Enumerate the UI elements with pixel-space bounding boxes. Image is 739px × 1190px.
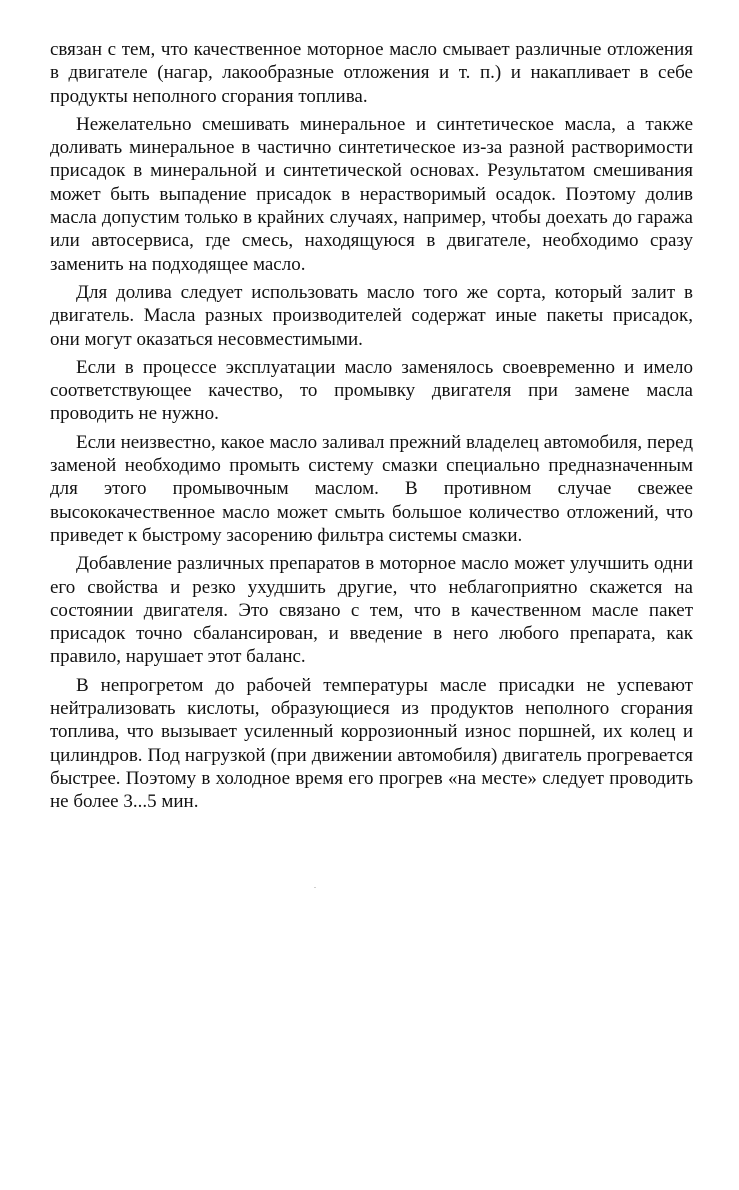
paragraph-oil-mixing: Нежелательно смешивать минеральное и синтетическое масла, а также доливать минеральное в частично синтетическое из-за разной растворимости присадок в минеральной и синтетической основах. Результатом смешивания может быть выпадение присадок в нерастворимый осадок. Поэтому долив масла допустим только в крайних случаях, например, чтобы доехать до гаража или автосервиса, где смесь, находящуюся в двигателе, необходимо сразу заменить на подходящее масло. <box>50 113 693 275</box>
scan-speck <box>314 887 316 888</box>
paragraph-top-up: Для долива следует использовать масло того же сорта, который залит в двигатель. Масла разных производителей содержат иные пакеты присадок, они могут оказаться несовместимыми. <box>50 281 693 350</box>
paragraph-flushing-not-needed: Если в процессе эксплуатации масло заменялось своевременно и имело соответствующее качество, то промывку двигателя при замене масла проводить не нужно. <box>50 356 693 425</box>
paragraph-warm-up: В непрогретом до рабочей температуры масле присадки не успевают нейтрализовать кислоты, образующиеся из продуктов неполного сгорания топлива, что вызывает усиленный коррозионный износ поршней, их колец и цилиндров. Под нагрузкой (при движении автомобиля) двигатель прогревается быстрее. Поэтому в холодное время его прогрев «на месте» следует проводить не более 3...5 мин. <box>50 674 693 813</box>
paragraph-flushing-needed: Если неизвестно, какое масло заливал прежний владелец автомобиля, перед заменой необходимо промыть систему смазки специально предназначенным для этого промывочным маслом. В противном случае свежее высококачественное масло может смыть большое количество отложений, что приведет к быстрому засорению фильтра системы смазки. <box>50 431 693 546</box>
paragraph-additives: Добавление различных препаратов в моторное масло может улучшить одни его свойства и резко ухудшить другие, что неблагоприятно скажется на состоянии двигателя. Это связано с тем, что в качественном масле пакет присадок точно сбалансирован, и введение в него любого препарата, как правило, нарушает этот баланс. <box>50 553 693 668</box>
paragraph-continuation: связан с тем, что качественное моторное масло смывает различные отложения в двигателе (нагар, лакообразные отложения и т. п.) и накапливает в себе продукты неполного сгорания топлива. <box>50 39 693 107</box>
document-page <box>50 38 693 819</box>
